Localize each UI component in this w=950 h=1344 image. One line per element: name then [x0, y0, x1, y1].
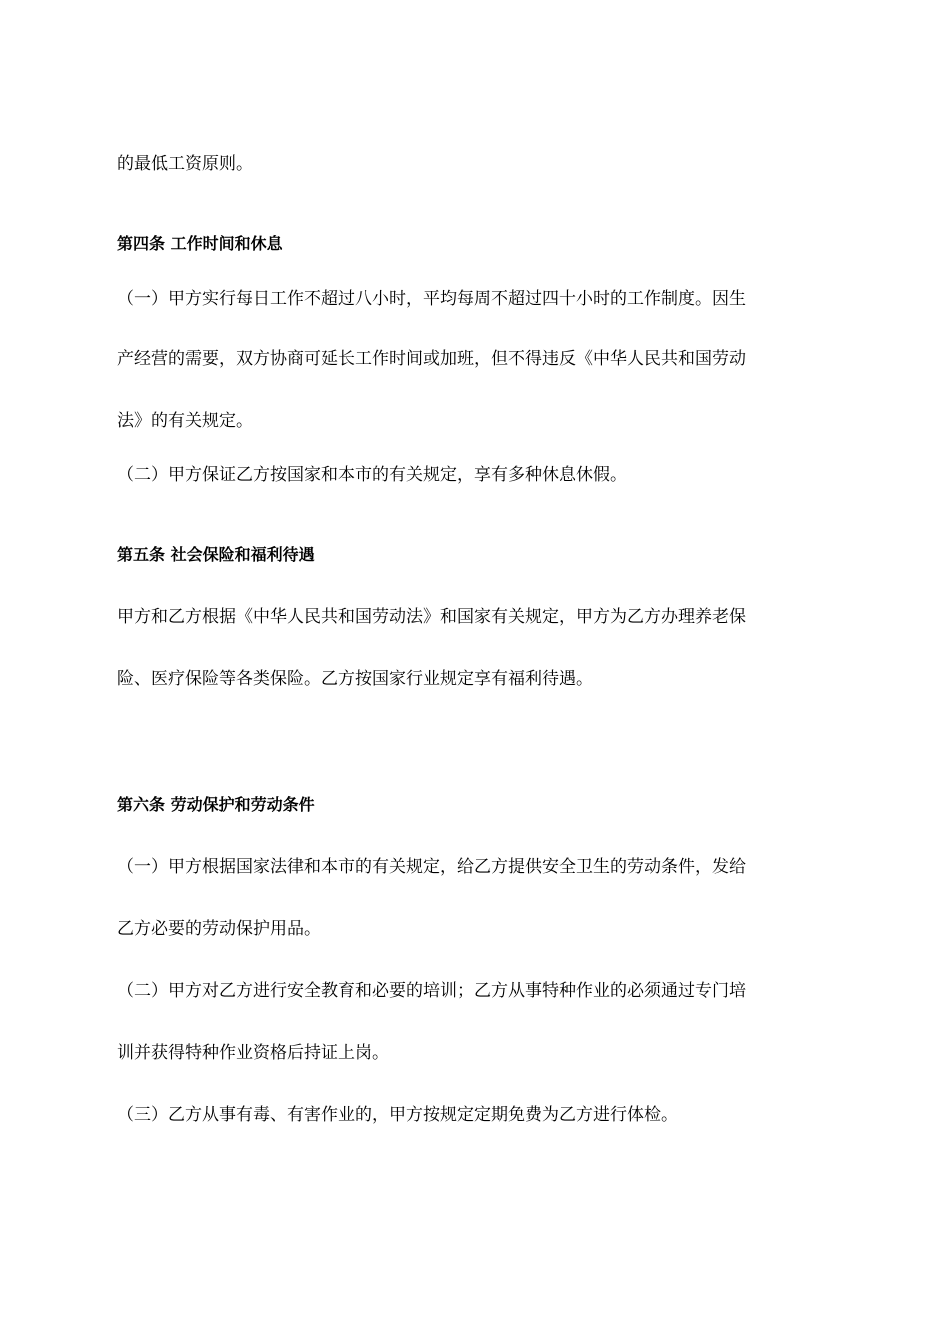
article-4-p1-line-3: 法》的有关规定。	[117, 411, 253, 431]
article-6-p1-line-1: （一）甲方根据国家法律和本市的有关规定，给乙方提供安全卫生的劳动条件，发给	[117, 857, 746, 877]
carryover-line: 的最低工资原则。	[117, 154, 253, 174]
article-6-heading: 第六条 劳动保护和劳动条件	[117, 795, 315, 814]
article-4-heading: 第四条 工作时间和休息	[117, 234, 283, 253]
article-6-p1-line-2: 乙方必要的劳动保护用品。	[117, 919, 321, 939]
article-6-p2-line-2: 训并获得特种作业资格后持证上岗。	[117, 1043, 389, 1063]
article-4-p2-line-1: （二）甲方保证乙方按国家和本市的有关规定，享有多种休息休假。	[117, 465, 627, 485]
article-4-p1-line-1: （一）甲方实行每日工作不超过八小时，平均每周不超过四十小时的工作制度。因生	[117, 289, 746, 309]
article-5-p1-line-1: 甲方和乙方根据《中华人民共和国劳动法》和国家有关规定，甲方为乙方办理养老保	[117, 607, 746, 627]
article-5-heading: 第五条 社会保险和福利待遇	[117, 545, 315, 564]
article-4-p1-line-2: 产经营的需要，双方协商可延长工作时间或加班，但不得违反《中华人民共和国劳动	[117, 349, 746, 369]
article-6-p3-line-1: （三）乙方从事有毒、有害作业的，甲方按规定定期免费为乙方进行体检。	[117, 1105, 678, 1125]
article-6-p2-line-1: （二）甲方对乙方进行安全教育和必要的培训；乙方从事特种作业的必须通过专门培	[117, 981, 746, 1001]
article-5-p1-line-2: 险、医疗保险等各类保险。乙方按国家行业规定享有福利待遇。	[117, 669, 593, 689]
